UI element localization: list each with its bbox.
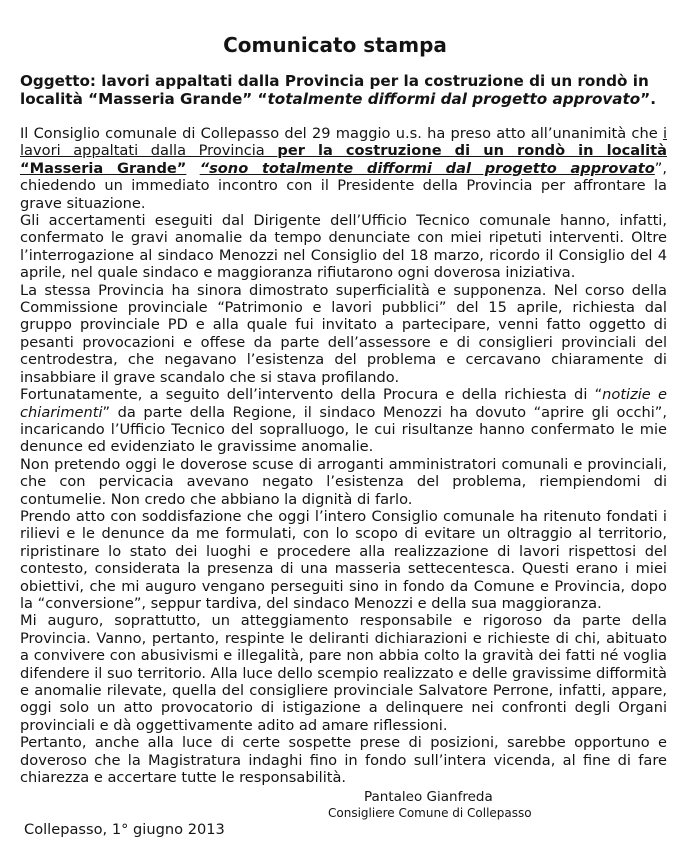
paragraph-1-text: Il Consiglio comunale di Collepasso del 29 maggio u.s. ha preso atto all’unanimità che [20, 125, 663, 142]
subject-emphasis: totalmente difformi dal progetto approvato [267, 90, 641, 108]
paragraph-4-italic: notizie e chiarimenti [20, 386, 667, 421]
paragraph-4-text: Fortunatamente, a seguito dell’intervento della Procura e della richiesta di “ [20, 386, 603, 404]
signature-name: Pantaleo Gianfreda [364, 789, 493, 805]
paragraph-1-underlined: i lavori appaltati dalla Provincia [20, 125, 667, 160]
paragraph-6: Prendo atto con soddisfazione che oggi l’intero Consiglio comunale ha ritenuto fondati i rilievi e le denunce da me formulati, con lo scopo di evitare un oltraggio al territorio, ripristinare lo stato dei luoghi e procedere alla realizzazione di lavori rispettosi del contesto, considerata la presenza di una masseria settecentesca. Questi erano i miei obiettivi, che mi auguro vengano perseguiti sino in fondo da Comune e Provincia, dopo la “conversione”, seppur tardiva, del sindaco Menozzi e della sua maggioranza. [20, 507, 667, 612]
paragraph-4-text-end: ” da parte della Regione, il sindaco Menozzi ha dovuto “aprire gli occhi”, incaricando l’Ufficio Tecnico del sopralluogo, le cui risultanze hanno confermato le mie denunce ed evidenziato le gravissime anomalie. [20, 403, 667, 456]
subject-line [20, 72, 660, 108]
paragraph-1 [20, 125, 667, 212]
paragraph-3: La stessa Provincia ha sinora dimostrato superficialità e supponenza. Nel corso della Commissione provinciale “Patrimonio e lavori pubblici” del 15 aprile, richiesta dal gruppo provinciale PD e alla quale fui invitato a partecipare, venni fatto oggetto di pesanti provocazioni e offese da parte dell’assessore e di consiglieri provinciali del centrodestra, che negavano l’esistenza del problema e cercavano chiaramente di insabbiare il grave scandalo che si stava profilando. [20, 281, 667, 386]
subject-tail: ”. [640, 90, 657, 108]
document-title: Comunicato stampa [223, 33, 447, 57]
signature-role: Consigliere Comune di Collepasso [328, 806, 532, 820]
paragraph-5: Non pretendo oggi le doverose scuse di arroganti amministratori comunali e provinciali, che con pervicacia avevano negato l’esistenza del problema, riempiendomi di contumelie. Non credo che abbiano la dignità di farlo. [20, 455, 667, 508]
paragraph-7: Mi auguro, soprattutto, un atteggiamento responsabile e rigoroso da parte della Provincia. Vanno, pertanto, respinte le deliranti dichiarazioni e richieste di chi, abituato a convivere con abusivismi e illegalità, pare non abbia colto la gravità dei fatti né voglia difendere il suo territorio. Alla luce dello scempio realizzato e delle gravissime difformità e anomalie rilevate, quella del consigliere provinciale Salvatore Perrone, infatti, appare, oggi solo un atto provocatorio di istigazione a delinquere nei confronti degli Organi provinciali e dà oggettivamente adito ad amare riflessioni. [20, 612, 667, 734]
paragraph-2: Gli accertamenti eseguiti dal Dirigente dell’Ufficio Tecnico comunale hanno, infatti, confermato le gravi anomalie da tempo denunciate con miei ripetuti interventi. Oltre l’interrogazione al sindaco Menozzi nel Consiglio del 18 marzo, ricordo il Consiglio del 4 aprile, nel quale sindaco e maggioranza rifiutarono ogni doverosa iniziativa. [20, 212, 667, 282]
paragraph-8: Pertanto, anche alla luce di certe sospette prese di posizioni, sarebbe opportuno e doveroso che la Magistratura indaghi fino in fondo sull’intera vicenda, al fine di fare chiarezza e accertare tutte le responsabilità. [20, 734, 667, 787]
paragraph-4 [20, 386, 667, 456]
place-and-date: Collepasso, 1° giugno 2013 [24, 821, 225, 838]
paragraph-1-space [186, 160, 199, 177]
paragraph-1-bold-underlined: per la costruzione di un rondò in località “Masseria Grande” [20, 142, 667, 177]
subject-lead: Oggetto: lavori appaltati dalla Provincia per la costruzione di un rondò in località “Masseria Grande” “ [20, 72, 649, 108]
paragraph-1-text-end: ”, chiedendo un immediato incontro con il Presidente della Provincia per affrontare la grave situazione. [20, 159, 667, 212]
paragraph-1-bold-italic-underlined: “sono totalmente difformi dal progetto approvato [199, 159, 655, 177]
document-body [20, 125, 667, 786]
